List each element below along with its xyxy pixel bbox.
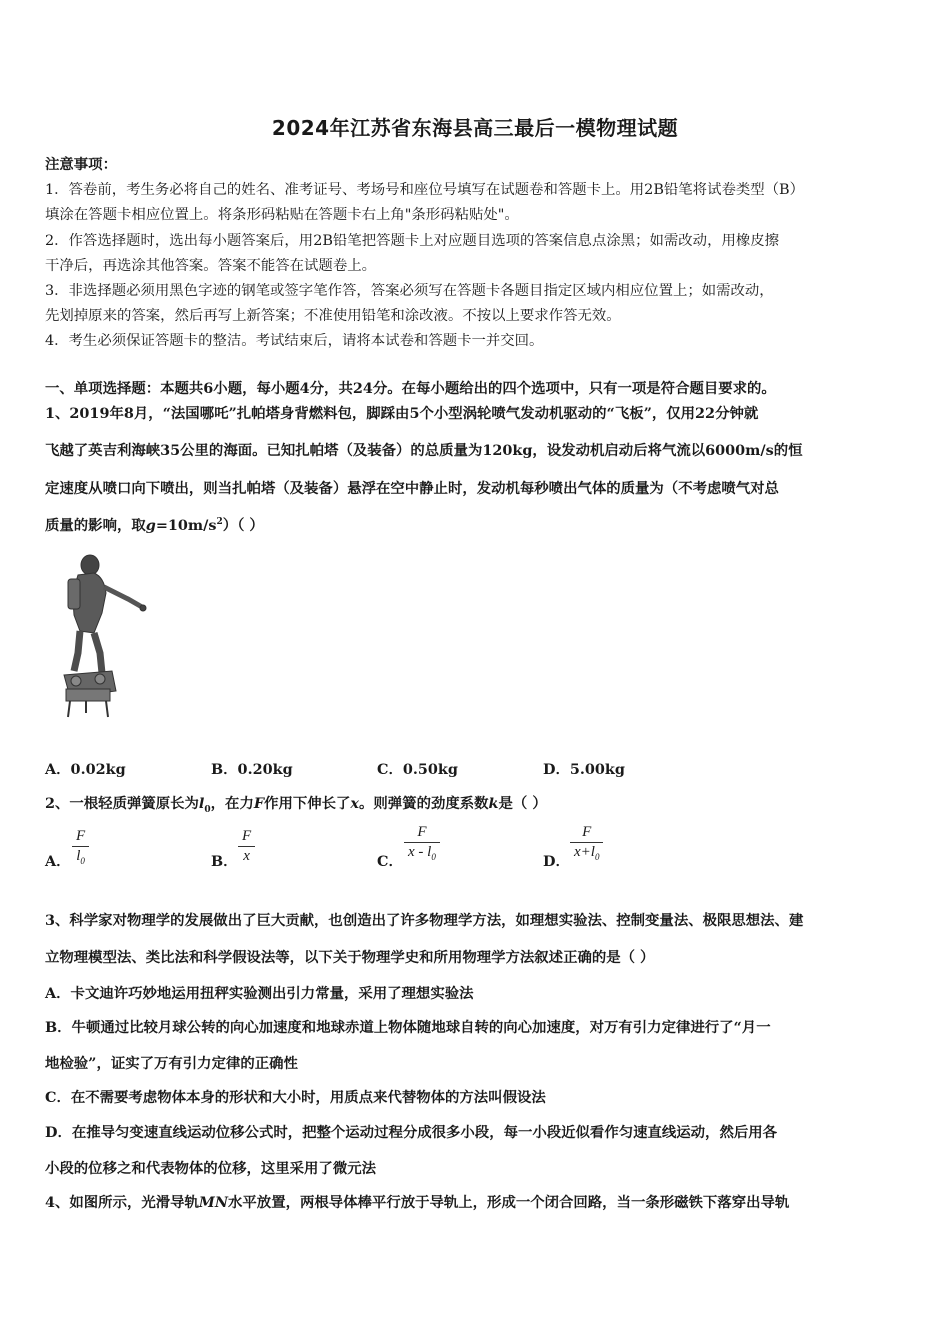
q1-option-a: A．0.02kg (45, 761, 126, 778)
q1-option-d: D．5.00kg (543, 761, 625, 778)
q3-option-b-cont: 地检验”，证实了万有引力定律的正确性 (45, 1055, 298, 1072)
notice-heading: 注意事项： (45, 156, 117, 173)
q2-option-a-label: A． (45, 853, 71, 870)
q1-text: 定速度从喷口向下喷出，则当扎帕塔（及装备）悬浮在空中静止时，发动机每秒喷出气体的质量为（不考虑喷气对总 (45, 480, 779, 497)
notice-line: 4．考生必须保证答题卡的整洁。考试结束后，请将本试卷和答题卡一并交回。 (45, 333, 544, 349)
q2-option-c-fraction: F x - $l_0$ (404, 824, 440, 862)
q2-text: 2、一根轻质弹簧原长为$l_0$，在力F作用下伸长了x。则弹簧的劲度系数k是（ ） (45, 795, 547, 815)
q1-text-last: 质量的影响，取$g=10m/s^2$）（ ） (45, 517, 264, 534)
q1-text: 1、2019年8月，“法国哪吒”扎帕塔身背燃料包，脚踩由5个小型涡轮喷气发动机驱动的“飞板”，仅用22分钟就 (45, 405, 759, 422)
notice-line: 先划掉原来的答案，然后再写上新答案；不准使用铅笔和涂改液。不按以上要求作答无效。 (45, 308, 621, 324)
page-title: 2024年江苏省东海县高三最后一模物理试题 (271, 116, 679, 140)
notice-line: 干净后，再选涂其他答案。答案不能答在试题卷上。 (45, 258, 376, 274)
notice-line: 1．答卷前，考生务必将自己的姓名、准考证号、考场号和座位号填写在试题卷和答题卡上。用2B铅笔将试卷类型（B） (45, 182, 804, 198)
q2-option-c-label: C． (377, 853, 403, 870)
q2-option-d-label: D． (543, 853, 570, 870)
flyboard-figure-image (50, 553, 150, 723)
notice-line: 3．非选择题必须用黑色字迹的钢笔或签字笔作答，答案必须写在答题卡各题目指定区域内相应位置上；如需改动， (45, 283, 774, 299)
q2-option-d-fraction: F $x+l_0$ (570, 824, 603, 862)
q1-option-c: C．0.50kg (377, 761, 458, 778)
q2-option-b-fraction: F x (238, 828, 255, 865)
q3-text: 立物理模型法、类比法和科学假设法等，以下关于物理学史和所用物理学方法叙述正确的是（ ） (45, 949, 655, 966)
q2-option-b-label: B． (211, 853, 238, 870)
q3-option-d: D．在推导匀变速直线运动位移公式时，把整个运动过程分成很多小段，每一小段近似看作匀速直线运动，然后用各 (45, 1124, 778, 1141)
q3-option-a: A．卡文迪许巧妙地运用扭秤实验测出引力常量，采用了理想实验法 (45, 985, 474, 1002)
q3-option-b: B．牛顿通过比较月球公转的向心加速度和地球赤道上物体随地球自转的向心加速度，对万有引力定律进行了“月一 (45, 1019, 771, 1036)
notice-line: 2．作答选择题时，选出每小题答案后，用2B铅笔把答题卡上对应题目选项的答案信息点涂黑；如需改动，用橡皮擦 (45, 233, 780, 249)
q3-option-d-cont: 小段的位移之和代表物体的位移，这里采用了微元法 (45, 1160, 376, 1177)
section-heading: 一、单项选择题：本题共6小题，每小题4分，共24分。在每小题给出的四个选项中，只有一项是符合题目要求的。 (45, 380, 776, 397)
q1-option-b: B．0.20kg (211, 761, 293, 778)
q2-option-a-fraction: F $l_0$ (72, 828, 89, 866)
q3-text: 3、科学家对物理学的发展做出了巨大贡献，也创造出了许多物理学方法，如理想实验法、控制变量法、极限思想法、建 (45, 912, 804, 929)
notice-line: 填涂在答题卡相应位置上。将条形码粘贴在答题卡右上角"条形码粘贴处"。 (45, 207, 519, 223)
q4-text: 4、如图所示，光滑导轨MN水平放置，两根导体棒平行放于导轨上，形成一个闭合回路，当一条形磁铁下落穿出导轨 (45, 1194, 790, 1211)
q3-option-c: C．在不需要考虑物体本身的形状和大小时，用质点来代替物体的方法叫假设法 (45, 1089, 546, 1106)
q1-text: 飞越了英吉利海峡35公里的海面。已知扎帕塔（及装备）的总质量为120kg，设发动机启动后将气流以6000m/s的恒 (45, 442, 803, 459)
